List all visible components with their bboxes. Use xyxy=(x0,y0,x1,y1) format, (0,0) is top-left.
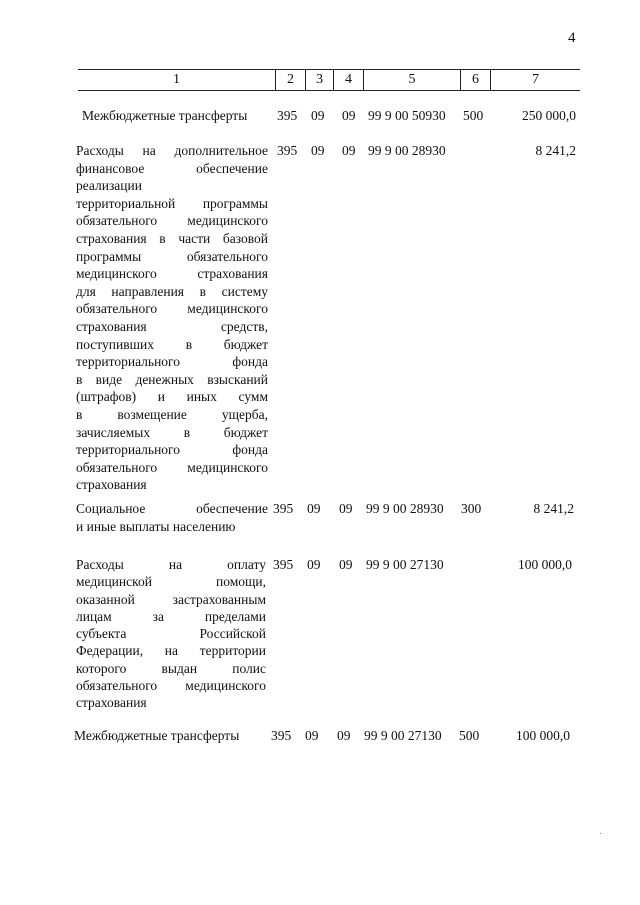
subsection-code: 09 xyxy=(337,728,351,743)
description-line: обязательного медицинского xyxy=(76,301,268,317)
subsection-code: 09 xyxy=(339,557,353,572)
scan-speck xyxy=(600,833,601,834)
description-line: и иные выплаты населению xyxy=(76,519,236,534)
description-line: реализации xyxy=(76,178,142,194)
description-line: Межбюджетные трансферты xyxy=(74,728,240,743)
target-code: 99 9 00 27130 xyxy=(364,728,442,743)
header-col-5: 5 xyxy=(408,72,416,87)
admin-code: 395 xyxy=(273,557,294,572)
description-line: для направления в систему xyxy=(76,283,268,299)
description-line: обязательного медицинского xyxy=(76,213,268,229)
expense-type-code: 300 xyxy=(461,501,482,516)
description-line: территориального фонда xyxy=(76,442,268,458)
description-line: медицинского страхования xyxy=(76,266,268,282)
amount: 8 241,2 xyxy=(533,501,574,516)
row-description xyxy=(76,556,266,712)
description-line: в виде денежных взысканий xyxy=(76,371,268,387)
admin-code: 395 xyxy=(277,108,298,123)
admin-code: 395 xyxy=(273,501,294,516)
header-col-6: 6 xyxy=(472,72,479,87)
description-line: (штрафов) и иных сумм xyxy=(76,389,268,405)
description-line: страхования в части базовой xyxy=(76,230,268,246)
description-line: Расходы на оплату xyxy=(76,557,266,572)
description-line: которого выдан полис xyxy=(76,660,266,676)
amount: 250 000,0 xyxy=(522,108,576,123)
section-code: 09 xyxy=(307,501,321,516)
target-code: 99 9 00 50930 xyxy=(368,108,446,123)
target-code: 99 9 00 27130 xyxy=(366,557,444,572)
description-line: страхования средств, xyxy=(76,318,268,334)
description-line: территориальной программы xyxy=(76,195,268,211)
header-col-4: 4 xyxy=(345,72,352,87)
amount: 100 000,0 xyxy=(516,728,570,743)
subsection-code: 09 xyxy=(342,143,356,158)
description-line: финансовое обеспечение xyxy=(76,160,268,176)
description-line: обязательного медицинского xyxy=(76,678,266,694)
target-code: 99 9 00 28930 xyxy=(366,501,444,516)
subsection-code: 09 xyxy=(339,501,353,516)
expense-type-code: 500 xyxy=(463,108,484,123)
description-line: поступивших в бюджет xyxy=(76,336,268,352)
row-description xyxy=(82,107,268,125)
section-code: 09 xyxy=(311,108,325,123)
description-line: страхования xyxy=(76,695,147,711)
admin-code: 395 xyxy=(277,143,298,158)
description-line: лицам за пределами xyxy=(76,608,266,624)
description-line: территориального фонда xyxy=(76,354,268,370)
description-line: медицинской помощи, xyxy=(76,574,266,590)
description-line: программы обязательного xyxy=(76,248,268,264)
expense-type-code: 500 xyxy=(459,728,480,743)
header-bottom-border xyxy=(78,90,580,91)
description-line: зачисляемых в бюджет xyxy=(76,424,268,440)
row-description xyxy=(74,727,264,745)
target-code: 99 9 00 28930 xyxy=(368,143,446,158)
header-col-2: 2 xyxy=(287,72,294,87)
description-line: Социальное обеспечение xyxy=(76,501,268,516)
header-col-7: 7 xyxy=(532,72,539,87)
description-line: в возмещение ущерба, xyxy=(76,406,268,422)
subsection-code: 09 xyxy=(342,108,356,123)
description-line: Межбюджетные трансферты xyxy=(82,108,248,123)
section-code: 09 xyxy=(311,143,325,158)
section-code: 09 xyxy=(307,557,321,572)
amount: 100 000,0 xyxy=(518,557,572,572)
description-line: страхования xyxy=(76,477,147,493)
description-line: оказанной застрахованным xyxy=(76,591,266,607)
description-line: обязательного медицинского xyxy=(76,459,268,475)
description-line: субъекта Российской xyxy=(76,626,266,642)
page-number: 4 xyxy=(568,30,576,46)
row-description xyxy=(76,500,268,536)
row-description xyxy=(76,142,268,494)
amount: 8 241,2 xyxy=(535,143,576,158)
header-col-3: 3 xyxy=(316,72,323,87)
description-line: Расходы на дополнительное xyxy=(76,143,268,158)
admin-code: 395 xyxy=(271,728,292,743)
description-line: Федерации, на территории xyxy=(76,643,266,659)
section-code: 09 xyxy=(305,728,319,743)
header-col-1: 1 xyxy=(173,72,180,87)
